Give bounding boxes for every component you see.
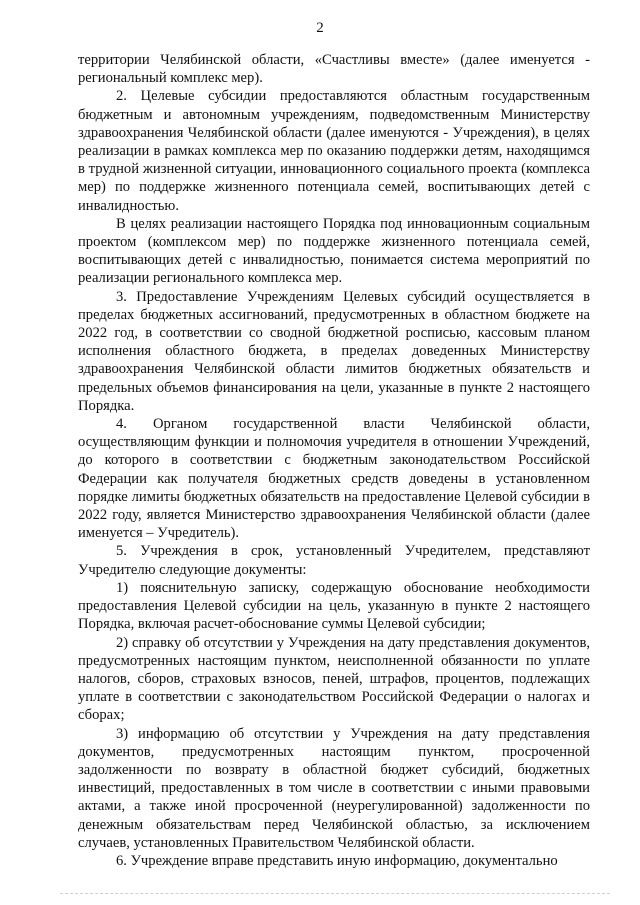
document-body — [78, 51, 590, 870]
paragraph: 3. Предоставление Учреждениям Целевых субсидий осуществляется в пределах бюджетных ассигнований, предусмотренных в областном бюджете на 2022 год, в соответствии со сводной бюджетной росписью, кассовым планом исполнения областного бюджета, в пределах доведенных Министерству здравоохранения Челябинской области лимитов бюджетных обязательств и предельных объемов финансирования на цели, указанные в пункте 2 настоящего Порядка. — [78, 288, 590, 414]
paragraph: 2. Целевые субсидии предоставляются областным государственным бюджетным и автономным учреждениям, подведомственным Министерству здравоохранения Челябинской области (далее именуются - Учреждения), в целях реализации в рамках комплекса мер по оказанию поддержки детям, находящимся в трудной жизненной ситуации, инновационного социального проекта (комплекса мер) по поддержке жизненного потенциала семей, воспитывающих детей с инвалидностью. — [78, 88, 590, 214]
paragraph: 5. Учреждения в срок, установленный Учредителем, представляют Учредителю следующие документы: — [78, 543, 590, 578]
paragraph: В целях реализации настоящего Порядка под инновационным социальным проектом (комплексом мер) по поддержке жизненного потенциала семей, воспитывающих детей с инвалидностью, понимается система мероприятий по реализации регионального комплекса мер. — [78, 215, 590, 287]
paragraph: 6. Учреждение вправе представить иную информацию, документально — [116, 852, 558, 869]
paragraph: 3) информацию об отсутствии у Учреждения на дату представления документов, предусмотренных настоящим пунктом, просроченной задолженности по возврату в областной бюджет субсидий, бюджетных инвестиций, предоставленных в том числе в соответствии с иными правовыми актами, а также иной просроченной (неурегулированной) задолженности по денежным обязательствам перед Челябинской областью, за исключением случаев, установленных Правительством Челябинской области. — [78, 725, 590, 851]
paragraph: 2) справку об отсутствии у Учреждения на дату представления документов, предусмотренных настоящим пунктом, неисполненной обязанности по уплате налогов, сборов, страховых взносов, пеней, штрафов, процентов, подлежащих уплате в соответствии с законодательством Российской Федерации о налогах и сборах; — [78, 634, 590, 724]
paragraph: 4. Органом государственной власти Челябинской области, осуществляющим функции и полномочия учредителя в отношении Учреждений, до которого в соответствии с бюджетным законодательством Российской Федерации как получателя бюджетных средств доведены в установленном порядке лимиты бюджетных обязательств на предоставление Целевой субсидии в 2022 году, является Министерство здравоохранения Челябинской области (далее именуется – Учредитель). — [78, 416, 590, 542]
paragraph: 1) пояснительную записку, содержащую обоснование необходимости предоставления Целевой субсидии на цель, указанную в пункте 2 настоящего Порядка, включая расчет-обоснование суммы Целевой субсидии; — [78, 579, 590, 633]
bottom-scan-edge — [60, 893, 610, 894]
paragraph: территории Челябинской области, «Счастливы вместе» (далее именуется - региональный комплекс мер). — [78, 52, 590, 87]
page-number: 2 — [316, 20, 324, 36]
